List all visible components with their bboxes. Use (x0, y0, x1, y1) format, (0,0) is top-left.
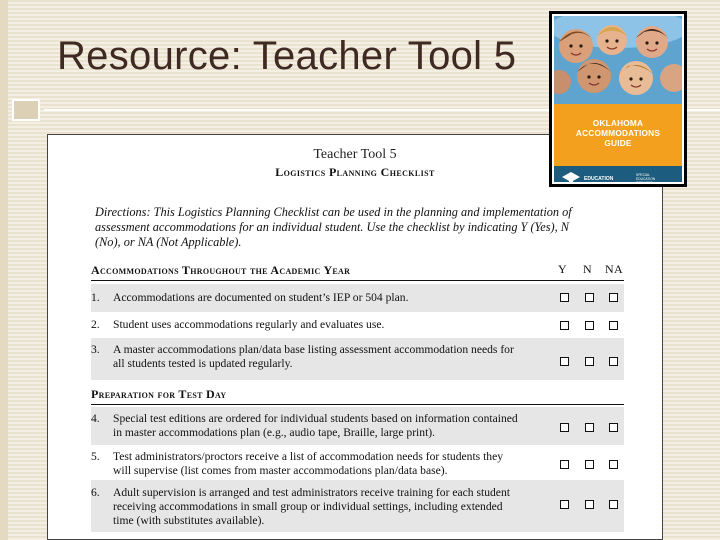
department-text-line: SERVICES (636, 181, 653, 184)
checkbox-no[interactable] (585, 357, 594, 366)
left-accent-band (0, 0, 8, 540)
item-number: 4. (91, 412, 100, 425)
accent-square (12, 99, 40, 121)
item-text-line: Accommodations are documented on student’s IEP or 504 plan. (113, 291, 409, 304)
checkbox-yes[interactable] (560, 293, 569, 302)
item-text-line: will supervise (list comes from master accommodations plan/data base). (113, 464, 448, 477)
accommodations-guide-cover (549, 11, 687, 187)
department-text (636, 173, 680, 184)
item-number: 2. (91, 318, 100, 331)
directions-line: assessment accommodations for an individual student. Use the checklist by indicating Y (Yes), N (95, 220, 569, 234)
section-heading-test-day (91, 385, 624, 405)
checklist-row-3 (91, 338, 624, 380)
checkbox-no[interactable] (585, 500, 594, 509)
item-number: 5. (91, 450, 100, 463)
item-text (113, 412, 543, 440)
guide-title-line: OKLAHOMA (592, 118, 644, 128)
checkbox-yes[interactable] (560, 423, 569, 432)
checkbox-na[interactable] (609, 321, 618, 330)
checklist-row-6 (91, 480, 624, 532)
checkbox-no[interactable] (585, 321, 594, 330)
item-text (113, 318, 543, 332)
column-header-n: N (583, 262, 592, 276)
checkbox-na[interactable] (609, 423, 618, 432)
item-number: 1. (91, 291, 100, 304)
item-text-line: A master accommodations plan/data base listing assessment accommodation needs for (113, 343, 514, 356)
item-text (113, 486, 543, 528)
children-photo (554, 16, 682, 104)
item-text-line: receiving accommodations in small group or individual settings, including extended (113, 500, 503, 513)
item-text-line: Special test editions are ordered for individual students based on information contained (113, 412, 518, 425)
checkbox-na[interactable] (609, 460, 618, 469)
checkbox-no[interactable] (585, 423, 594, 432)
children-faces-image (554, 16, 682, 104)
directions-line: (No), or NA (Not Applicable). (95, 235, 242, 249)
checkbox-na[interactable] (609, 293, 618, 302)
guide-title-band (554, 104, 682, 166)
checklist-row-5 (91, 445, 624, 480)
guide-cover-frame (552, 14, 684, 184)
item-text (113, 450, 543, 478)
item-number: 3. (91, 343, 100, 356)
education-logo-text: EDUCATION (584, 176, 614, 182)
department-text-line: EDUCATION (636, 177, 656, 181)
guide-title-line: GUIDE (604, 138, 632, 148)
directions-line: Directions: This Logistics Planning Checklist can be used in the planning and implementation of (95, 205, 572, 219)
education-logo-icon (560, 168, 582, 184)
slide-title: Resource: Teacher Tool 5 (57, 34, 517, 78)
section-heading-label: Preparation for Test Day (91, 387, 227, 401)
item-text-line: all students tested is updated regularly. (113, 357, 293, 370)
directions-text (95, 205, 625, 250)
document-title: Logistics Planning Checklist (275, 165, 435, 179)
column-header-na: NA (605, 262, 623, 276)
checklist-row-2 (91, 312, 624, 338)
checklist-row-1 (91, 284, 624, 312)
checkbox-yes[interactable] (560, 500, 569, 509)
checklist-row-4 (91, 407, 624, 445)
checkbox-no[interactable] (585, 460, 594, 469)
item-text-line: Student uses accommodations regularly and evaluates use. (113, 318, 385, 331)
item-text (113, 291, 543, 305)
checkbox-no[interactable] (585, 293, 594, 302)
column-header-y: Y (558, 262, 567, 276)
section-heading-academic-year (91, 261, 624, 281)
item-text-line: in master accommodations plan (e.g., audio tape, Braille, large print). (113, 426, 436, 439)
guide-footer-band (554, 166, 682, 184)
checkbox-na[interactable] (609, 357, 618, 366)
item-text-line: Adult supervision is arranged and test administrators receive training for each student (113, 486, 510, 499)
department-text-line: SPECIAL (636, 173, 650, 177)
checkbox-yes[interactable] (560, 357, 569, 366)
guide-title (554, 118, 682, 148)
section-heading-label: Accommodations Throughout the Academic Year (91, 263, 351, 277)
item-text (113, 343, 543, 371)
item-number: 6. (91, 486, 100, 499)
checkbox-na[interactable] (609, 500, 618, 509)
checkbox-yes[interactable] (560, 460, 569, 469)
item-text-line: time (with substitutes available). (113, 514, 265, 527)
guide-title-line: ACCOMMODATIONS (575, 128, 661, 138)
checklist-document (47, 134, 663, 540)
item-text-line: Test administrators/proctors receive a list of accommodation needs for students they (113, 450, 504, 463)
checkbox-yes[interactable] (560, 321, 569, 330)
document-tool-label: Teacher Tool 5 (313, 147, 397, 162)
